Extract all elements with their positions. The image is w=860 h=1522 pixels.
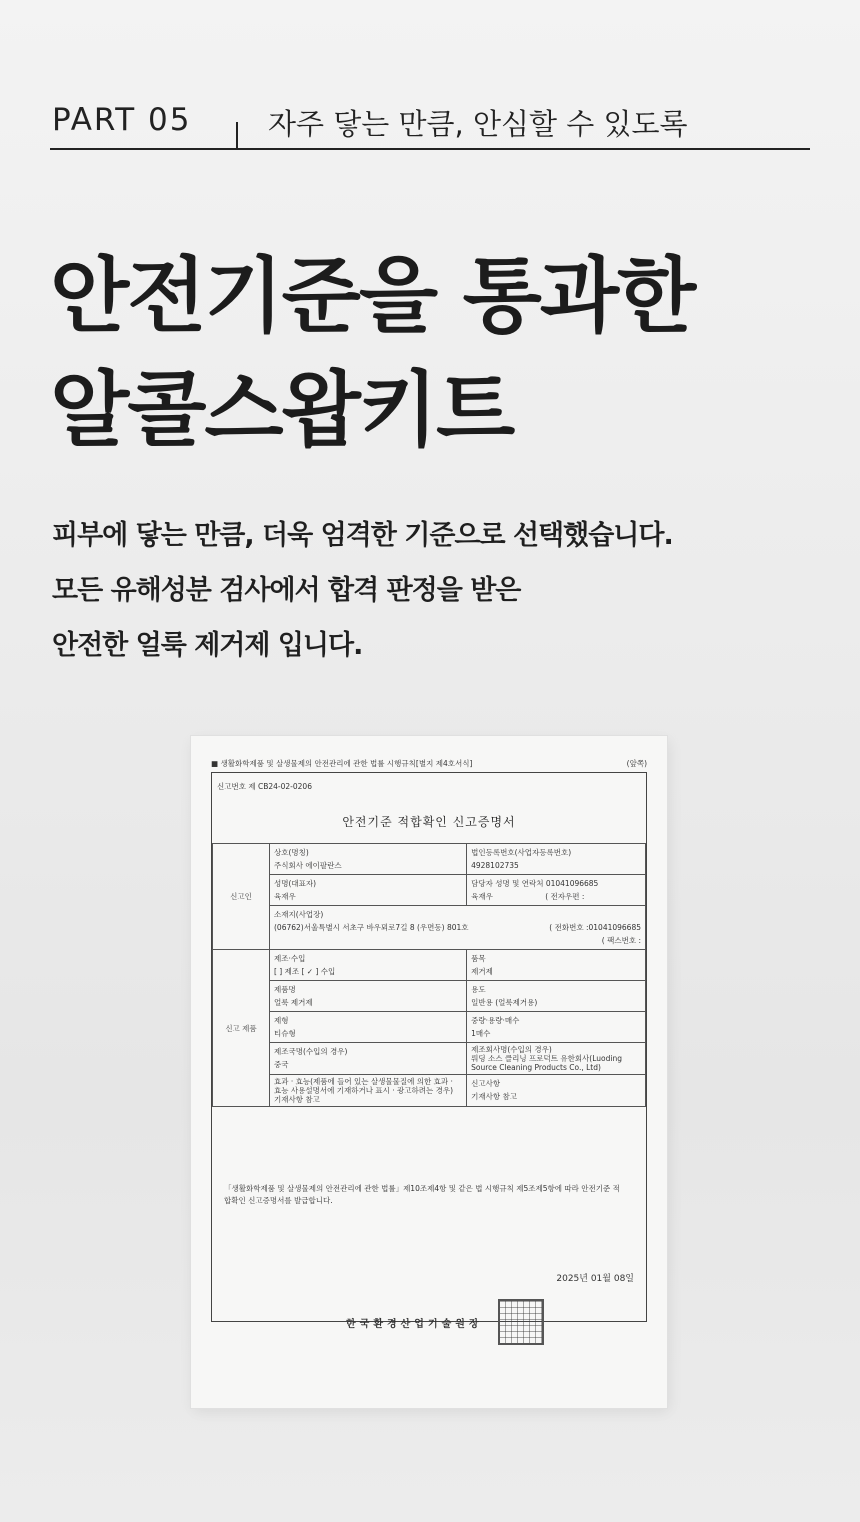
- headline-line-1: 안전기준을 통과한: [50, 249, 695, 344]
- address: (06762)서울특별시 서초구 바우뫼로7길 8 (우면동) 801호: [274, 923, 469, 932]
- description-line-2: 모든 유해성분 검사에서 합격 판정을 받은: [52, 575, 521, 606]
- description: [52, 508, 673, 673]
- section-subtitle: 자주 닿는 만큼, 안심할 수 있도록: [268, 107, 688, 141]
- certificate-table: 신고인 상호(명칭) 주식회사 에이팔란스 법인등록번호(사업자등록번호) 4928102735 성명(대표자) 육재우 담당자 성명 및 연락처 01041096685 육재우 ( 전자우편 : 소재지(사업장) (06762)서울특별시 서초구 바우뫼로7길 8 (우면동) 801호 ( 전화번호 :01041096685 ( 팩스번호 : 신고 제품 제조·수입 [ ] 제조 [ ✓ ] 수입 품목 제거제 제품명 얼룩 제거제 용도 일반용 (얼룩제거용) 제형 티슈형 중량·용량·매수 1매수 제조국명(수입의 경우) 중국 제조회사명(수입의 경우) 뤄딩 소스 클리닝 프로덕트 유한회사(Luoding Source Cleaning Products Co., Ltd) 효과 · 효능(제품에 들어 있는 살생물물질에 의한 효과 · 효능 사용설명서에 기재하거나 표시 · 광고하려는 경우) 기재사항 참고 신고사항 기재사항 참고: [212, 843, 646, 1107]
- product-header: 신고 제품: [213, 950, 270, 1107]
- certificate-title: 안전기준 적합확인 신고증명서: [342, 815, 516, 829]
- representative: 육재우: [274, 892, 296, 901]
- certificate-frame: [211, 772, 647, 1330]
- section-header: [50, 96, 810, 150]
- business-number: 4928102735: [471, 861, 519, 870]
- headline: [50, 240, 694, 468]
- product-name: 얼룩 제거제: [274, 998, 313, 1007]
- company-name: 주식회사 에이팔란스: [274, 861, 342, 870]
- registration-number: 신고번호 제 CB24-02-0206: [217, 782, 312, 791]
- form-note: ■ 생활화학제품 및 살생물제의 안전관리에 관한 법률 시행규칙[별지 제4호서식]: [211, 759, 473, 768]
- page-side-note: (앞쪽): [626, 759, 647, 768]
- description-line-3: 안전한 얼룩 제거제 입니다.: [52, 630, 363, 661]
- issuer-name: 한국환경산업기술원장: [346, 1319, 483, 1330]
- certificate-image: [191, 736, 667, 1408]
- certificate-footer-text: 「생활화학제품 및 살생물제의 안전관리에 관한 법률」제10조제4항 및 같은 법 시행규칙 제5조제5항에 따라 안전기준 적합확인 신고증명서를 발급합니다.: [224, 1184, 620, 1205]
- part-label: PART 05: [52, 102, 192, 138]
- reporter-header: 신고인: [213, 844, 270, 950]
- issue-date: 2025년 01월 08일: [556, 1274, 634, 1284]
- header-divider: [236, 122, 238, 148]
- official-seal: [498, 1299, 544, 1345]
- headline-line-2: 알콜스왑키트: [50, 363, 514, 458]
- description-line-1: 피부에 닿는 만큼, 더욱 엄격한 기준으로 선택했습니다.: [52, 520, 673, 551]
